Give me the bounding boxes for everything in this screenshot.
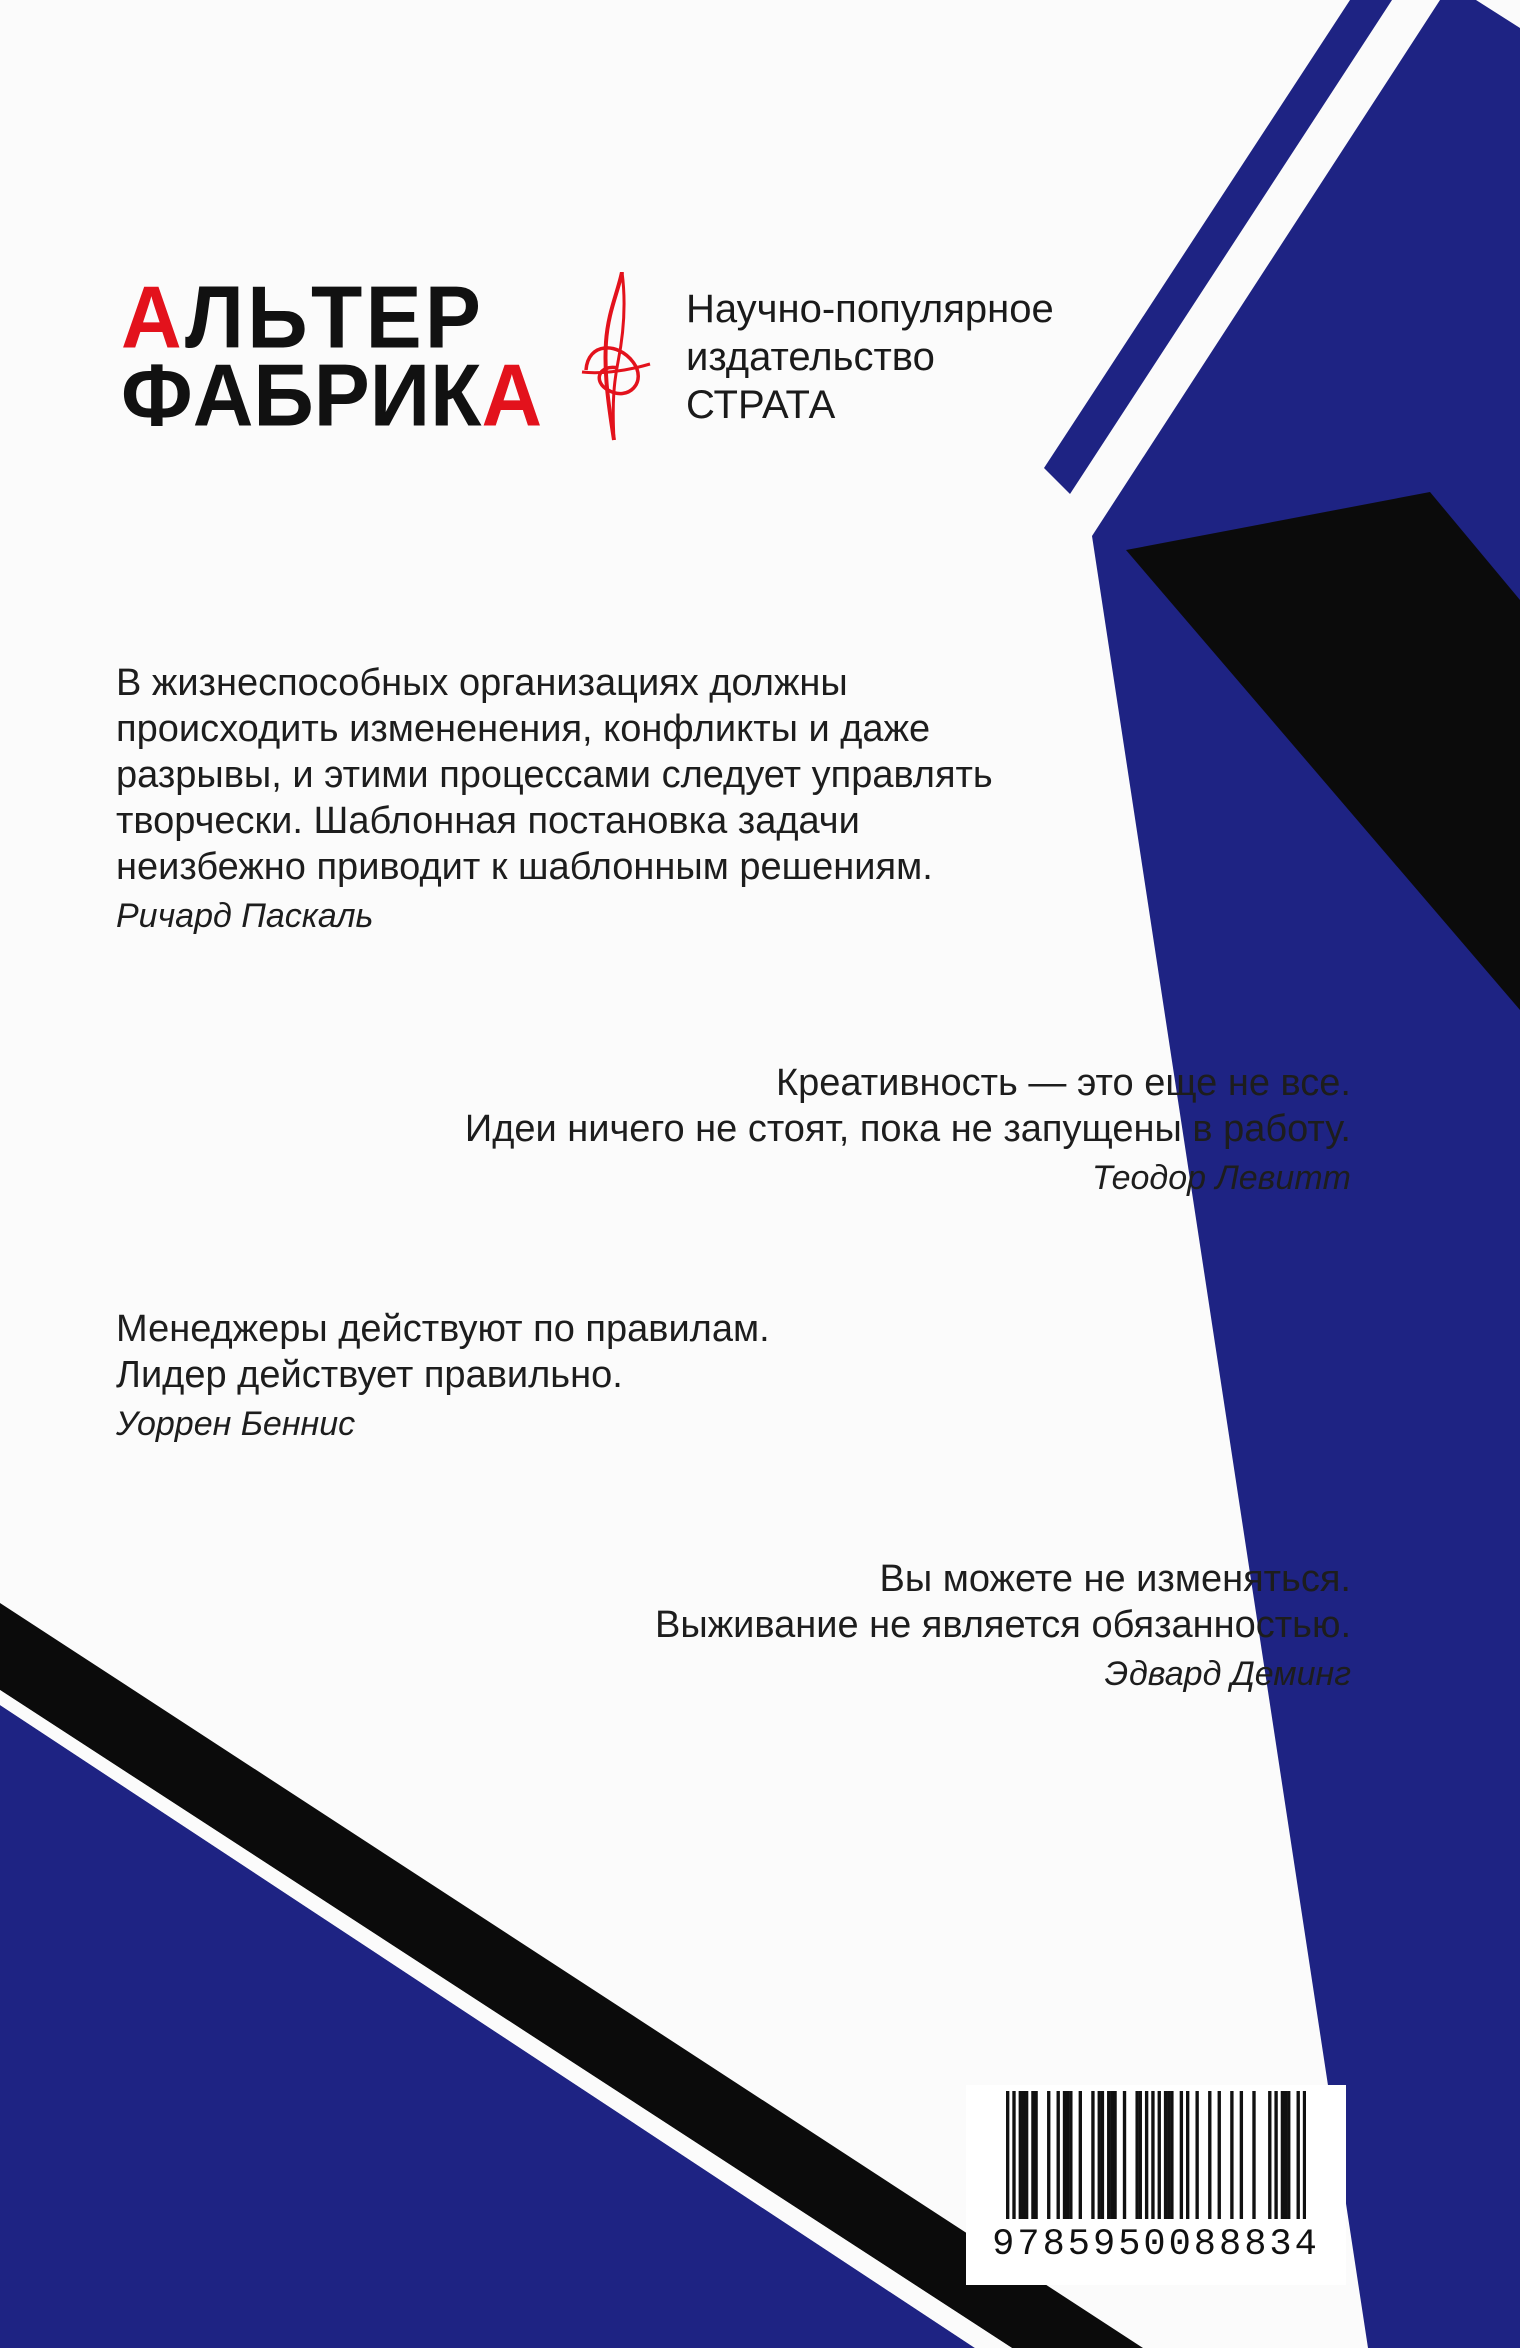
quote-line: Идеи ничего не стоят, пока не запущены в работу. [464,1108,1351,1150]
barcode-bar [1284,2091,1287,2219]
logo-line-2: Ф А Б Р И К А [121,345,543,445]
quote-line: творчески. Шаблонная постановка задачи [116,800,860,842]
barcode-bar [1025,2091,1028,2219]
barcode-bar [1057,2091,1060,2219]
barcode-bar [1047,2091,1050,2219]
quote-author: Уоррен Беннис [116,1405,356,1443]
quote-line: происходить измененения, конфликты и даже [116,708,931,750]
quote-author: Эдвард Деминг [1104,1655,1351,1693]
quote-line: Лидер действует правильно. [116,1354,623,1396]
barcode-bar [1167,2091,1170,2219]
quote-levitt [465,1060,1351,1202]
barcode-bar [1145,2091,1148,2219]
publisher-line-3: СТРАТА [686,383,836,427]
quote-line: разрывы, и этими процессами следует управлять [116,754,993,796]
quote-pascale [116,660,993,940]
barcode-bar [1113,2091,1116,2219]
quote-line: Менеджеры действуют по правилам. [116,1308,770,1350]
quote-line: В жизнеспособных организациях должны [116,662,848,704]
barcode-bar [1287,2091,1290,2219]
barcode-bar [1031,2091,1034,2219]
barcode-bar [1012,2091,1015,2219]
quote-author: Ричард Паскаль [116,897,374,935]
barcode-bar [1034,2091,1037,2219]
barcode-bar [1158,2091,1161,2219]
barcode-bar [1170,2091,1173,2219]
barcode-bar [1186,2091,1189,2219]
barcode-bar [1101,2091,1104,2219]
publisher-name [686,285,1054,429]
barcode-bar [1208,2091,1211,2219]
quote-line: Выживание не является обязанностью. [655,1604,1351,1646]
barcode-bar [1069,2091,1072,2219]
barcode-bar [1091,2091,1094,2219]
barcode-bar [1098,2091,1101,2219]
quote-line: неизбежно приводит к шаблонным решениям. [116,846,933,888]
barcode-bar [1281,2091,1284,2219]
quote-author: Теодор Левитт [1091,1159,1351,1197]
barcode-bar [1006,2091,1009,2219]
barcode-bar [1139,2091,1142,2219]
publisher-line-2: издательство [686,335,935,379]
barcode-bar [1297,2091,1300,2219]
barcode-bar [1079,2091,1082,2219]
barcode-bar [1195,2091,1198,2219]
barcode-bar [1066,2091,1069,2219]
barcode-bar [1063,2091,1066,2219]
barcode-bar [1274,2091,1277,2219]
barcode-bar [1019,2091,1022,2219]
strata-logo-icon [578,272,658,442]
barcode-bar [1218,2091,1221,2219]
barcode-bar [1252,2091,1255,2219]
barcode-bar [1110,2091,1113,2219]
quote-line: Вы можете не изменяться. [879,1558,1351,1600]
barcode-bar [1230,2091,1233,2219]
barcode-bar [1268,2091,1271,2219]
quote-bennis [116,1306,770,1448]
barcode-bar [1180,2091,1183,2219]
alter-fabrika-logo [121,267,543,445]
barcode-bar [1151,2091,1154,2219]
isbn-number: 9785950088834 [992,2224,1320,2266]
quote-deming [655,1556,1351,1698]
barcode-bars [1006,2091,1306,2219]
barcode-bar [1135,2091,1138,2219]
publisher-line-1: Научно-популярное [686,287,1054,331]
barcode-bar [1123,2091,1126,2219]
barcode-bar [1022,2091,1025,2219]
barcode-bar [1240,2091,1243,2219]
barcode-bar [1303,2091,1306,2219]
logo-line-1: А Л Ь Т Е Р [121,267,481,367]
barcode-bar [1107,2091,1110,2219]
isbn-barcode [966,2085,1346,2285]
quote-line: Креативность — это еще не все. [776,1062,1351,1104]
barcode-bar [1164,2091,1167,2219]
